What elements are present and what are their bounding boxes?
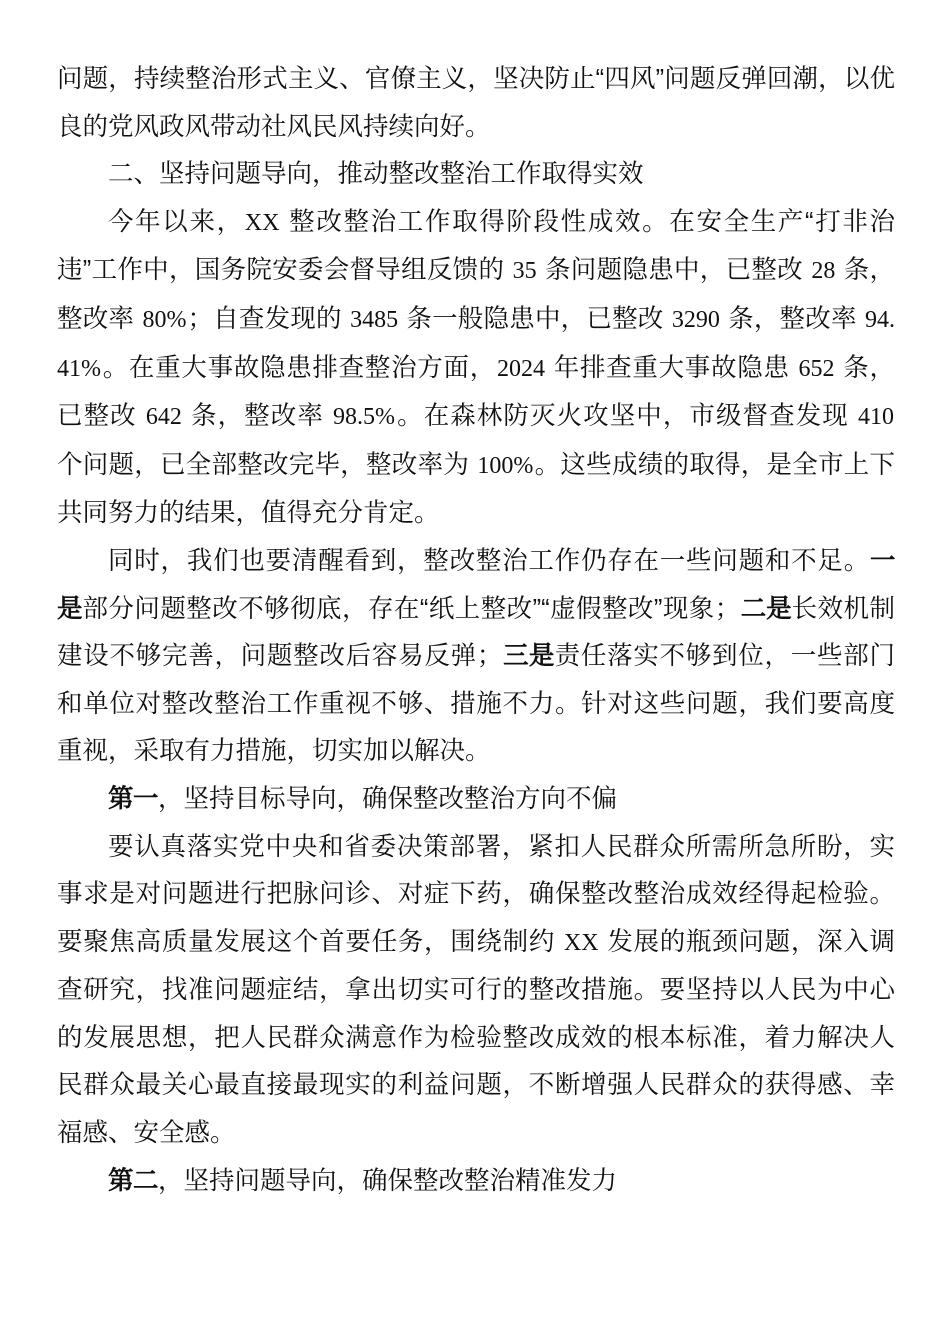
paragraph-first-body bbox=[57, 824, 895, 1158]
section-heading-two: 二、坚持问题导向，推动整改整治工作取得实效 bbox=[108, 160, 644, 189]
figure-35: 35 bbox=[512, 258, 537, 285]
figure-642: 642 bbox=[145, 404, 182, 431]
text-run: 。这些成绩的取得，是全市上下共同努力的结果，值得充分肯定。 bbox=[57, 450, 895, 528]
text-run: 。在森林防灭火攻坚中，市级督查发现 bbox=[396, 402, 857, 431]
text-run: 年排查重大事故隐患 bbox=[545, 353, 798, 382]
figure-3485: 3485 bbox=[350, 306, 399, 333]
text-run: 个问题，已全部整改完毕，整改率为 bbox=[57, 450, 477, 479]
emphasis-first-point: 一是 bbox=[57, 546, 895, 623]
text-run: 条，已整改 bbox=[57, 353, 895, 431]
text-run: 发展的瓶颈问题，深入调查研究，找准问题症结，拿出切实可行的整改措施。要坚持以人民为中心的发展思想，把人民群众满意作为检验整改成效的根本标准，着力解决人民群众最关心最直接最现实的利益问题，不断增强人民群众的获得感、幸福感、安全感。 bbox=[57, 927, 895, 1148]
text-run: 要认真落实党中央和省委决策部署，紧扣人民群众所需所急所盼，实事求是对问题进行把脉问诊、对症下药，确保整改整治成效经得起检验。要聚焦高质量发展这个首要任务，围绕制约 bbox=[57, 832, 895, 956]
figure-28: 28 bbox=[811, 258, 836, 285]
sub-heading-first-label: 第一 bbox=[108, 784, 159, 813]
text-run: 。在重大事故隐患排查整治方面， bbox=[102, 353, 496, 382]
text-run: 部分问题整改不够彻底，存在“纸上整改”“虚假整改”现象； bbox=[82, 594, 741, 623]
sub-heading-second-label: 第二 bbox=[108, 1166, 159, 1195]
text-run: ；自查发现的 bbox=[187, 304, 350, 333]
figure-652: 652 bbox=[798, 355, 835, 382]
text-run: 整改整治工作取得阶段性成效。在安全生产“打非治违”工作中，国务院安委会督导组反馈的 bbox=[57, 207, 895, 285]
text-run: 条，整改率 bbox=[182, 402, 333, 431]
sub-heading-second bbox=[57, 1158, 895, 1206]
sub-heading-first bbox=[57, 776, 895, 824]
text-run: 责任落实不够到位，一些部门和单位对整改整治工作重视不够、措施不力。针对这些问题，我们要高度重视，采取有力措施，切实加以解决。 bbox=[57, 642, 895, 766]
figure-rate-80: 80% bbox=[142, 306, 187, 333]
document-body bbox=[57, 56, 895, 1205]
text-run: 今年以来， bbox=[108, 207, 244, 236]
text-run: 条问题隐患中，已整改 bbox=[537, 256, 811, 285]
figure-410: 410 bbox=[858, 404, 894, 431]
figure-rate-100: 100% bbox=[477, 452, 534, 479]
text-run: ，坚持目标导向，确保整改整治方向不偏 bbox=[158, 784, 618, 813]
figure-year-2024: 2024 bbox=[496, 355, 545, 382]
figure-3290: 3290 bbox=[671, 306, 720, 333]
emphasis-third-point: 三是 bbox=[502, 642, 555, 671]
text-run: 长效机制建设不够完善，问题整改后容易反弹； bbox=[57, 594, 895, 671]
figure-rate-985: 98.5% bbox=[333, 404, 396, 431]
paragraph-problems bbox=[57, 538, 895, 776]
placeholder-xx: XX bbox=[563, 929, 599, 956]
paragraph-achievements bbox=[57, 199, 895, 538]
text-run: 条，整改率 bbox=[720, 304, 865, 333]
text-run: 同时，我们也要清醒看到，整改整治工作仍存在一些问题和不足。 bbox=[108, 546, 870, 575]
text-run: 条，整改率 bbox=[57, 256, 895, 333]
text-run: 条一般隐患中，已整改 bbox=[399, 304, 671, 333]
text-run: ，坚持问题导向，确保整改整治精准发力 bbox=[158, 1166, 618, 1195]
paragraph-continuation: 问题，持续整治形式主义、官僚主义，坚决防止“四风”问题反弹回潮，以优良的党风政风带动社风民风持续向好。 bbox=[57, 65, 895, 141]
placeholder-xx: XX bbox=[244, 209, 280, 236]
emphasis-second-point: 二是 bbox=[740, 594, 792, 623]
figure-rate-9441: 94.41% bbox=[57, 306, 896, 382]
